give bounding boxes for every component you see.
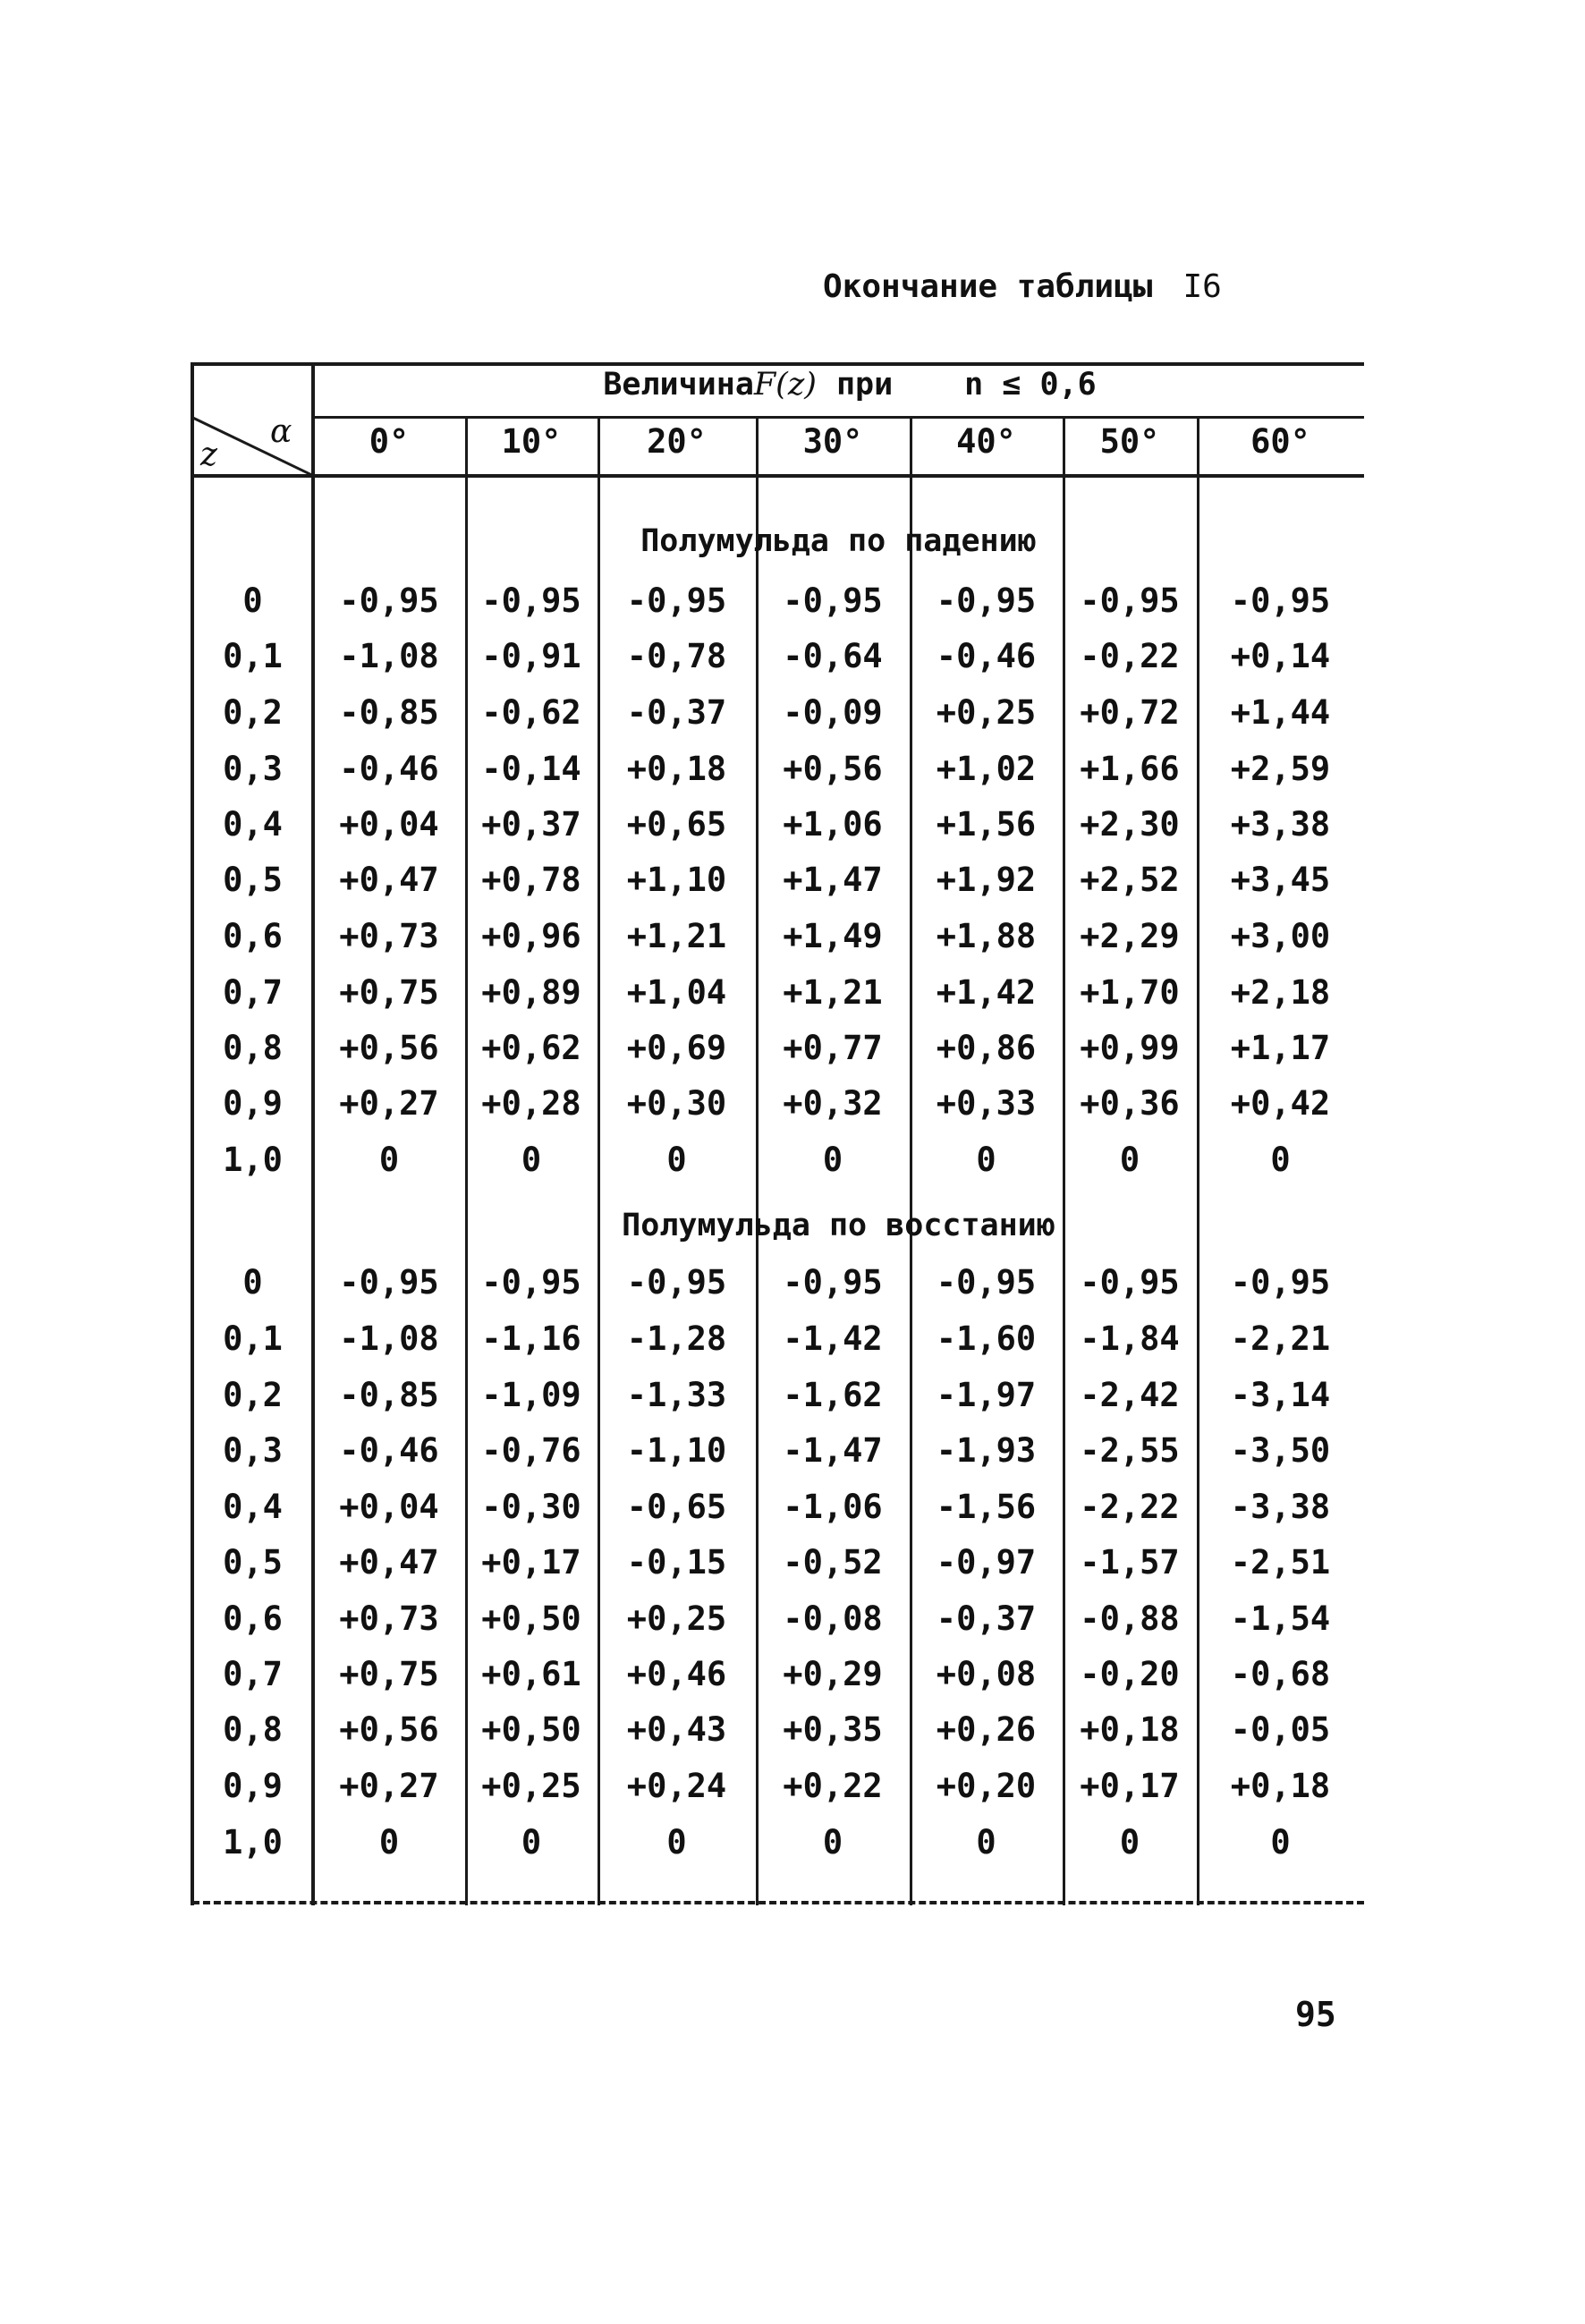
table-cell: -0,52 bbox=[783, 1543, 883, 1582]
table-cell: -1,56 bbox=[936, 1488, 1037, 1526]
table-cell: -0,37 bbox=[626, 693, 727, 732]
table-cell: 0 bbox=[378, 1823, 400, 1862]
table-cell: -0,97 bbox=[936, 1543, 1037, 1582]
table-cell: +1,21 bbox=[783, 973, 883, 1012]
table-cell: +0,61 bbox=[481, 1655, 581, 1693]
z-value: 0,6 bbox=[223, 1599, 283, 1638]
table-cell: +0,24 bbox=[626, 1767, 727, 1805]
header-condition: n ≤ 0,6 bbox=[964, 367, 1097, 403]
column-header: 40° bbox=[956, 422, 1016, 461]
table-cell: 0 bbox=[1270, 1823, 1291, 1862]
table-cell: -1,47 bbox=[783, 1431, 883, 1470]
z-value: 0,9 bbox=[223, 1767, 283, 1805]
table-cell: -1,28 bbox=[626, 1319, 727, 1358]
table-cell: -0,64 bbox=[783, 637, 883, 675]
table-cell: -1,16 bbox=[481, 1319, 581, 1358]
table-cell: -0,95 bbox=[783, 581, 883, 620]
table-cell: +0,46 bbox=[626, 1655, 727, 1693]
table-cell: -1,57 bbox=[1080, 1543, 1180, 1582]
bottom-rule bbox=[192, 1901, 1364, 1904]
table-cell: -0,88 bbox=[1080, 1599, 1180, 1638]
table-cell: -0,95 bbox=[626, 1263, 727, 1302]
table-cell: -1,10 bbox=[626, 1431, 727, 1470]
z-value: 0,5 bbox=[223, 861, 283, 899]
table-cell: +0,33 bbox=[936, 1084, 1037, 1123]
table-cell: +0,25 bbox=[936, 693, 1037, 732]
section-title: Полумульда по восстанию bbox=[622, 1208, 1055, 1243]
table-cell: +0,50 bbox=[481, 1710, 581, 1749]
z-value: 0,1 bbox=[223, 1319, 283, 1358]
table-cell: -0,85 bbox=[339, 1376, 439, 1414]
table-cell: -1,62 bbox=[783, 1376, 883, 1414]
table-cell: 0 bbox=[1270, 1141, 1291, 1179]
table-cell: -0,30 bbox=[481, 1488, 581, 1526]
table-cell: -2,55 bbox=[1080, 1431, 1180, 1470]
table-cell: +2,59 bbox=[1230, 750, 1331, 788]
table-cell: +0,56 bbox=[783, 750, 883, 788]
header-function: F(z) bbox=[753, 367, 817, 403]
table-cell: +0,27 bbox=[339, 1767, 439, 1805]
table-cell: -0,95 bbox=[1080, 1263, 1180, 1302]
table-cell: -0,78 bbox=[626, 637, 727, 675]
table-cell: +1,02 bbox=[936, 750, 1037, 788]
z-value: 1,0 bbox=[223, 1823, 283, 1862]
table-cell: +0,18 bbox=[1080, 1710, 1180, 1749]
column-header: 50° bbox=[1099, 422, 1160, 461]
column-header: 30° bbox=[802, 422, 863, 461]
table-cell: +1,10 bbox=[626, 861, 727, 899]
table-cell: -1,84 bbox=[1080, 1319, 1180, 1358]
table-cell: +0,08 bbox=[936, 1655, 1037, 1693]
page-number: 95 bbox=[1295, 1995, 1336, 2034]
table-cell: 0 bbox=[822, 1141, 843, 1179]
table-cell: +0,56 bbox=[339, 1710, 439, 1749]
table-cell: +0,14 bbox=[1230, 637, 1331, 675]
z-value: 0,3 bbox=[223, 750, 283, 788]
table-cell: -1,08 bbox=[339, 637, 439, 675]
table-cell: -0,95 bbox=[339, 581, 439, 620]
table-header-title bbox=[318, 367, 1382, 403]
table-cell: 0 bbox=[1119, 1141, 1140, 1179]
table-cell: -0,95 bbox=[1230, 581, 1331, 620]
table-cell: +3,45 bbox=[1230, 861, 1331, 899]
table-cell: +0,18 bbox=[1230, 1767, 1331, 1805]
table-cell: -3,50 bbox=[1230, 1431, 1331, 1470]
z-value: 0,2 bbox=[223, 693, 283, 732]
table-cell: 0 bbox=[521, 1823, 542, 1862]
table-cell: +0,17 bbox=[481, 1543, 581, 1582]
table-cell: -0,95 bbox=[481, 1263, 581, 1302]
table-cell: +0,72 bbox=[1080, 693, 1180, 732]
z-value: 0,8 bbox=[223, 1710, 283, 1749]
table-cell: +0,47 bbox=[339, 1543, 439, 1582]
table-cell: 0 bbox=[666, 1823, 687, 1862]
alpha-axis-label: α bbox=[270, 413, 292, 450]
table-cell: 0 bbox=[822, 1823, 843, 1862]
z-value: 0,1 bbox=[223, 637, 283, 675]
table-cell: +1,04 bbox=[626, 973, 727, 1012]
table-cell: -1,09 bbox=[481, 1376, 581, 1414]
table-cell: -1,33 bbox=[626, 1376, 727, 1414]
table-cell: +0,04 bbox=[339, 1488, 439, 1526]
table-cell: -0,95 bbox=[481, 581, 581, 620]
table-cell: +0,78 bbox=[481, 861, 581, 899]
table-cell: -0,15 bbox=[626, 1543, 727, 1582]
table-cell: -2,21 bbox=[1230, 1319, 1331, 1358]
table-cell: -0,08 bbox=[783, 1599, 883, 1638]
table-cell: +1,88 bbox=[936, 917, 1037, 955]
table-cell: +1,21 bbox=[626, 917, 727, 955]
table-cell: -0,22 bbox=[1080, 637, 1180, 675]
header-condition-word: при bbox=[835, 367, 894, 403]
table-cell: -0,46 bbox=[936, 637, 1037, 675]
table-cell: -0,95 bbox=[936, 1263, 1037, 1302]
table-cell: +0,75 bbox=[339, 1655, 439, 1693]
table-number: I6 bbox=[1182, 268, 1222, 305]
table-cell: +2,52 bbox=[1080, 861, 1180, 899]
table-cell: +0,65 bbox=[626, 805, 727, 844]
table-cell: +0,43 bbox=[626, 1710, 727, 1749]
table-cell: +0,04 bbox=[339, 805, 439, 844]
table-cell: +0,35 bbox=[783, 1710, 883, 1749]
table-cell: +1,49 bbox=[783, 917, 883, 955]
z-value: 0 bbox=[242, 581, 263, 620]
table-cell: +0,17 bbox=[1080, 1767, 1180, 1805]
column-header: 20° bbox=[647, 422, 707, 461]
table-cell: +0,20 bbox=[936, 1767, 1037, 1805]
z-value: 0,4 bbox=[223, 1488, 283, 1526]
table-cell: -3,38 bbox=[1230, 1488, 1331, 1526]
z-value: 1,0 bbox=[223, 1141, 283, 1179]
table-cell: +0,36 bbox=[1080, 1084, 1180, 1123]
table-cell: -2,22 bbox=[1080, 1488, 1180, 1526]
column-header: 0° bbox=[369, 422, 410, 461]
table-cell: +2,29 bbox=[1080, 917, 1180, 955]
table-cell: -0,65 bbox=[626, 1488, 727, 1526]
table-cell: +0,29 bbox=[783, 1655, 883, 1693]
header-prefix: Величина bbox=[603, 367, 754, 403]
header-bottom-rule bbox=[192, 474, 1364, 478]
table-cell: +0,47 bbox=[339, 861, 439, 899]
table-cell: -2,42 bbox=[1080, 1376, 1180, 1414]
table-cell: -0,09 bbox=[783, 693, 883, 732]
table-cell: -0,95 bbox=[783, 1263, 883, 1302]
subheader-rule bbox=[313, 416, 1364, 419]
z-value: 0,4 bbox=[223, 805, 283, 844]
table-cell: +1,66 bbox=[1080, 750, 1180, 788]
table-cell: +2,30 bbox=[1080, 805, 1180, 844]
table-cell: 0 bbox=[521, 1141, 542, 1179]
table-cell: +1,17 bbox=[1230, 1029, 1331, 1067]
z-value: 0,8 bbox=[223, 1029, 283, 1067]
table-cell: +1,06 bbox=[783, 805, 883, 844]
table-cell: +0,28 bbox=[481, 1084, 581, 1123]
table-cell: -1,42 bbox=[783, 1319, 883, 1358]
table-cell: +0,27 bbox=[339, 1084, 439, 1123]
table-cell: +0,86 bbox=[936, 1029, 1037, 1067]
table-cell: -0,20 bbox=[1080, 1655, 1180, 1693]
column-header: 10° bbox=[501, 422, 562, 461]
table-cell: +0,42 bbox=[1230, 1084, 1331, 1123]
table-cell: -1,54 bbox=[1230, 1599, 1331, 1638]
table-cell: -0,91 bbox=[481, 637, 581, 675]
table-cell: -0,62 bbox=[481, 693, 581, 732]
top-rule bbox=[192, 362, 1364, 366]
table-cell: +1,92 bbox=[936, 861, 1037, 899]
table-cell: +0,73 bbox=[339, 917, 439, 955]
table-cell: -1,60 bbox=[936, 1319, 1037, 1358]
table-cell: -0,05 bbox=[1230, 1710, 1331, 1749]
table-cell: +0,96 bbox=[481, 917, 581, 955]
z-value: 0,5 bbox=[223, 1543, 283, 1582]
table-cell: +0,75 bbox=[339, 973, 439, 1012]
table-cell: 0 bbox=[1119, 1823, 1140, 1862]
table-cell: +1,44 bbox=[1230, 693, 1331, 732]
table-cell: +0,18 bbox=[626, 750, 727, 788]
table-cell: +0,73 bbox=[339, 1599, 439, 1638]
z-value: 0 bbox=[242, 1263, 263, 1302]
table-cell: +1,47 bbox=[783, 861, 883, 899]
table-cell: +2,18 bbox=[1230, 973, 1331, 1012]
z-value: 0,2 bbox=[223, 1376, 283, 1414]
table-cell: +0,69 bbox=[626, 1029, 727, 1067]
table-cell: -3,14 bbox=[1230, 1376, 1331, 1414]
table-cell: -1,06 bbox=[783, 1488, 883, 1526]
table-cell: -1,97 bbox=[936, 1376, 1037, 1414]
table-cell: -0,76 bbox=[481, 1431, 581, 1470]
table-cell: +0,22 bbox=[783, 1767, 883, 1805]
table-cell: +0,62 bbox=[481, 1029, 581, 1067]
z-axis-label: z bbox=[200, 437, 217, 473]
table-cell: -0,95 bbox=[1230, 1263, 1331, 1302]
table-cell: -1,93 bbox=[936, 1431, 1037, 1470]
table-cell: -0,95 bbox=[1080, 581, 1180, 620]
table-cell: -0,85 bbox=[339, 693, 439, 732]
table-cell: +0,32 bbox=[783, 1084, 883, 1123]
table-cell: 0 bbox=[976, 1141, 996, 1179]
table-cell: -0,37 bbox=[936, 1599, 1037, 1638]
table-cell: -0,14 bbox=[481, 750, 581, 788]
table-cell: +1,70 bbox=[1080, 973, 1180, 1012]
z-value: 0,7 bbox=[223, 973, 283, 1012]
table-cell: -0,95 bbox=[339, 1263, 439, 1302]
table-cell: -0,95 bbox=[936, 581, 1037, 620]
table-cell: +0,50 bbox=[481, 1599, 581, 1638]
z-value: 0,9 bbox=[223, 1084, 283, 1123]
table-cell: -0,46 bbox=[339, 1431, 439, 1470]
table-cell: +0,37 bbox=[481, 805, 581, 844]
table-cell: +0,89 bbox=[481, 973, 581, 1012]
table-cell: +0,99 bbox=[1080, 1029, 1180, 1067]
column-header: 60° bbox=[1250, 422, 1310, 461]
table-cell: +3,00 bbox=[1230, 917, 1331, 955]
table-cell: +0,30 bbox=[626, 1084, 727, 1123]
table-cell: -0,46 bbox=[339, 750, 439, 788]
table-cell: 0 bbox=[666, 1141, 687, 1179]
table-cell: -0,95 bbox=[626, 581, 727, 620]
table-cell: 0 bbox=[378, 1141, 400, 1179]
table-cell: +1,56 bbox=[936, 805, 1037, 844]
z-value: 0,7 bbox=[223, 1655, 283, 1693]
table-cell: +0,56 bbox=[339, 1029, 439, 1067]
z-value: 0,6 bbox=[223, 917, 283, 955]
table-cell: -2,51 bbox=[1230, 1543, 1331, 1582]
z-value: 0,3 bbox=[223, 1431, 283, 1470]
caption-text: Окончание таблицы bbox=[823, 268, 1153, 305]
table-cell: -0,68 bbox=[1230, 1655, 1331, 1693]
table-cell: 0 bbox=[976, 1823, 996, 1862]
table-cell: +0,77 bbox=[783, 1029, 883, 1067]
section-title: Полумульда по падению bbox=[640, 523, 1037, 559]
table-cell: +3,38 bbox=[1230, 805, 1331, 844]
table-cell: -1,08 bbox=[339, 1319, 439, 1358]
table-cell: +0,26 bbox=[936, 1710, 1037, 1749]
table-cell: +1,42 bbox=[936, 973, 1037, 1012]
table-cell: +0,25 bbox=[626, 1599, 727, 1638]
table-cell: +0,25 bbox=[481, 1767, 581, 1805]
